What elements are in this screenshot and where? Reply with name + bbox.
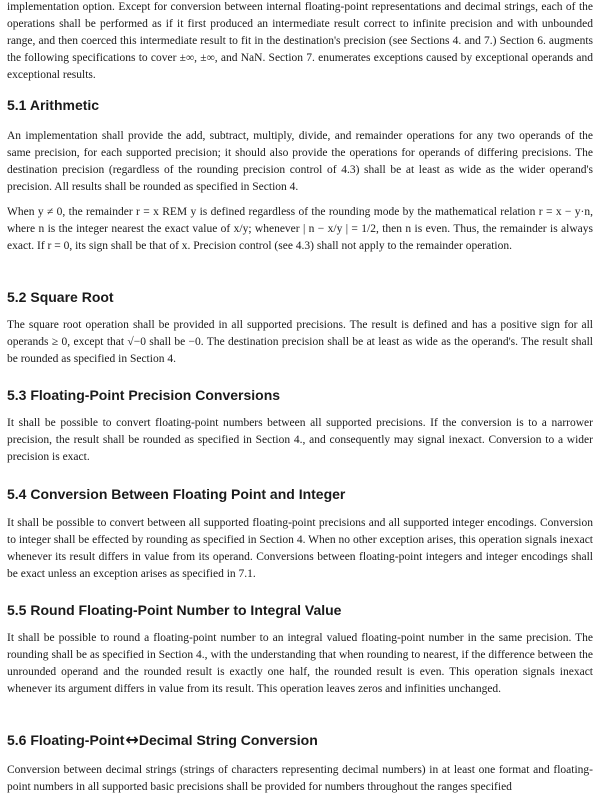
round-to-integral-paragraph: It shall be possible to round a floating-point number to an integral valued floating-point number in the same precision. The rounding shall be as specified in Section 4., with the understanding that when rounding to nearest, if the difference between the unrounded operand and the rounded result is exactly one half, the rounded result is even. This operation signals inexact whenever its argument differs in value from its result. This operation leaves zeros and infinities unchanged.	[7, 632, 593, 696]
heading-5-6-decimal-string-conversion	[7, 731, 318, 749]
heading-5-1-arithmetic: 5.1 Arithmetic	[7, 97, 100, 113]
intro-paragraph: implementation option. Except for conversion between internal floating-point representations and decimal strings, each of the operations shall be performed as if it first produced an intermediate result correct to infinite precision and with unbounded range, and then coerced this intermediate result to fit in the destination's precision (see Sections 4. and 7.) Section 6. augments the following specifications to cover ±∞, ±∞, and NaN. Section 7. enumerates exceptions caused by exceptional operands and exceptional results.	[7, 1, 593, 82]
float-integer-conversion-paragraph: It shall be possible to convert between all supported floating-point precisions and all supported integer encodings. Conversion to integer shall be effected by rounding as specified in Section 4. When no other exception arises, this operation signals inexact whenever its result differs in value from its operand. Conversions between floating-point integers and integer encodings shall be exact unless an exception arises as specified in 7.1.	[7, 517, 593, 581]
decimal-string-conversion-paragraph: Conversion between decimal strings (strings of characters representing decimal numbers) in at least one format and floating-point numbers in all supported basic precisions shall be provided for numbers throughout the ranges specified	[7, 764, 593, 794]
heading-5-6-right-text: Decimal String Conversion	[138, 732, 318, 748]
heading-5-4-float-integer-conversion: 5.4 Conversion Between Floating Point and Integer	[7, 486, 346, 502]
double-arrow-icon: ↔	[125, 730, 138, 749]
arithmetic-paragraph-2: When y ≠ 0, the remainder r = x REM y is defined regardless of the rounding mode by the mathematical relation r = x − y·n, where n is the integer nearest the exact value of x/y; whenever | n − x/y | = 1/2, then n is even. Thus, the remainder is always exact. If r = 0, its sign shall be that of x. Precision control (see 4.3) shall not apply to the remainder operation.	[7, 206, 593, 253]
heading-5-2-square-root: 5.2 Square Root	[7, 289, 114, 305]
heading-5-6-left-text: 5.6 Floating-Point	[7, 732, 125, 748]
heading-5-3-precision-conversions: 5.3 Floating-Point Precision Conversions	[7, 387, 281, 403]
arithmetic-paragraph-1: An implementation shall provide the add, subtract, multiply, divide, and remainder operations for any two operands of the same precision, for each supported precision; it should also provide the operations for operands of differing precisions. The destination precision (regardless of the rounding precision control of 4.3) shall be at least as wide as the wider operand's precision. All results shall be rounded as specified in Section 4.	[7, 130, 593, 194]
square-root-paragraph: The square root operation shall be provided in all supported precisions. The result is defined and has a positive sign for all operands ≥ 0, except that √−0 shall be −0. The destination precision shall be at least as wide as the operand's. The result shall be rounded as specified in Section 4.	[7, 319, 593, 366]
precision-conversions-paragraph: It shall be possible to convert floating-point numbers between all supported precisions. If the conversion is to a narrower precision, the result shall be rounded as specified in Section 4., and consequently may signal inexact. Conversion to a wider precision is exact.	[7, 417, 593, 464]
heading-5-5-round-to-integral: 5.5 Round Floating-Point Number to Integral Value	[7, 602, 342, 618]
